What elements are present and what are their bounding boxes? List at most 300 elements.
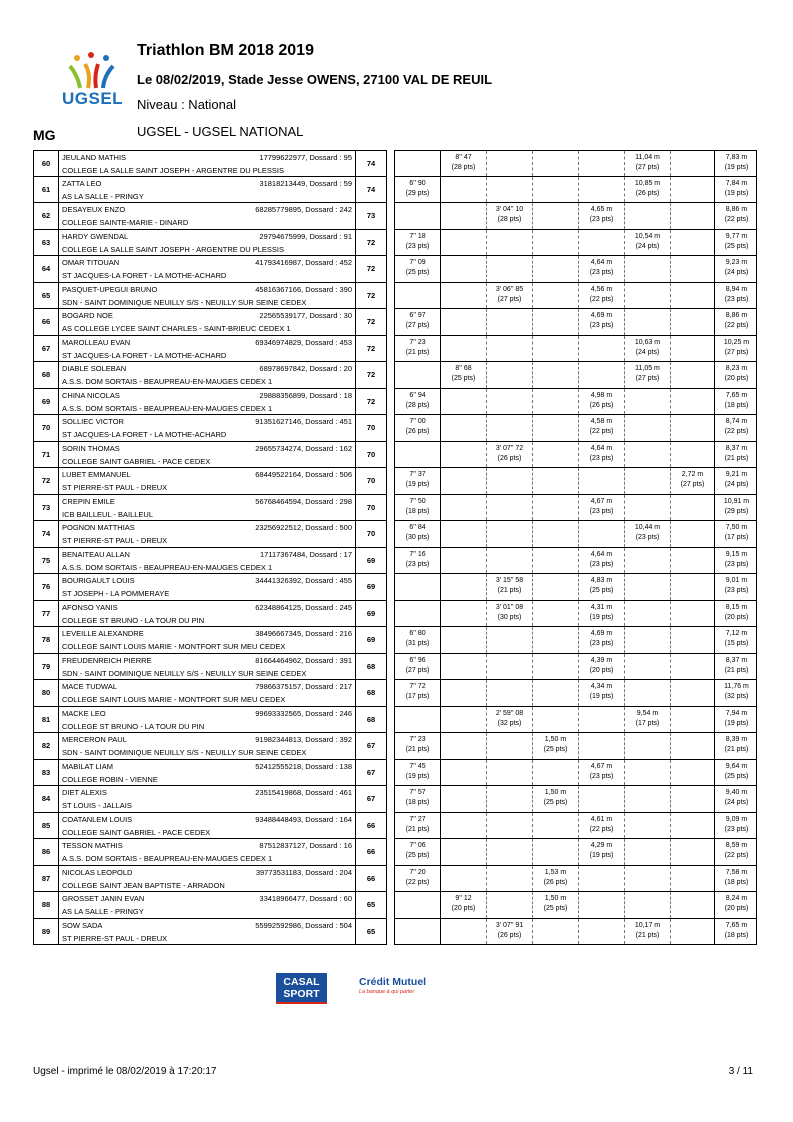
event-cell [715,177,758,203]
event-points: (23 pts) [589,269,614,276]
event-cell [533,760,579,786]
event-points: (26 pts) [497,931,522,939]
event-cell [487,151,533,176]
event-cell [715,601,758,627]
athlete-school: AS LA SALLE - PRINGY [62,907,144,916]
event-value: 4,98 m [590,391,613,399]
event-points: (18 pts) [724,931,749,939]
athlete-id: 29655734274, Dossard : 162 [255,443,352,453]
athlete-school: COLLEGE SAINT LOUIS MARIE - MONTFORT SUR MEU CEDEX [62,695,286,704]
event-cell [715,813,758,839]
event-points: (23 pts) [405,560,430,568]
table-row [33,733,757,760]
event-value: 8,86 m [725,206,748,213]
event-value: 4,64 m [590,444,613,452]
table-row [33,707,757,734]
event-cell [441,892,487,918]
event-points: (23 pts) [589,640,614,647]
event-points: (25 pts) [543,799,568,806]
event-cell [441,230,487,256]
event-results [394,309,757,336]
event-cell [395,733,441,759]
rank: 70 [33,415,58,442]
event-points: (25 pts) [724,242,749,250]
event-results [394,362,757,389]
event-cell [487,389,533,415]
event-cell [671,733,715,759]
event-results [394,468,757,495]
event-cell [715,151,758,176]
event-cell [395,309,441,335]
event-cell [671,230,715,256]
event-cell [671,495,715,521]
event-cell [625,230,671,256]
event-value: 7'' 50 [409,497,426,505]
event-cell [395,654,441,680]
event-points: (22 pts) [724,216,749,223]
event-results [394,919,757,946]
athlete-id: 93488448493, Dossard : 164 [255,814,352,824]
table-row [33,442,757,469]
athlete-cell [58,654,356,681]
athlete-name: MERCERON PAUL [62,735,127,744]
event-cell [487,230,533,256]
event-points: (21 pts) [405,825,430,833]
total-score: 65 [356,892,387,919]
athlete-school: AS COLLEGE LYCEE SAINT CHARLES - SAINT-BRIEUC CEDEX 1 [62,324,291,333]
athlete-cell [58,442,356,469]
athlete-id: 56768464594, Dossard : 298 [255,496,352,506]
event-value: 10,54 m [634,232,661,240]
athlete-name: MACKE LEO [62,708,106,718]
table-row [33,309,757,336]
event-value: 9,15 m [725,550,748,558]
event-cell [533,230,579,256]
event-cell [533,627,579,653]
event-cell [395,362,441,388]
event-value: 4,67 m [590,497,613,505]
rank: 63 [33,230,58,257]
event-cell [533,442,579,468]
event-cell [715,389,758,415]
event-results [394,733,757,760]
event-points: (21 pts) [497,587,522,594]
event-points: (17 pts) [405,693,430,700]
athlete-school: ST JACQUES-LA FORET - LA MOTHE-ACHARD [62,271,227,280]
event-points: (23 pts) [589,560,614,568]
event-cell [671,151,715,176]
event-cell [395,415,441,441]
event-points: (18 pts) [405,799,430,806]
event-value: 9,77 m [725,232,748,240]
event-points: (27 pts) [635,164,660,171]
athlete-cell [58,786,356,813]
event-value: 4,69 m [590,312,613,319]
event-cell [441,680,487,706]
rank: 65 [33,283,58,310]
athlete-name: BOURIGAULT LOUIS [62,576,135,585]
event-cell [533,919,579,945]
event-cell [533,309,579,335]
event-cell [579,892,625,918]
athlete-cell [58,813,356,840]
event-cell [441,442,487,468]
rank: 81 [33,707,58,734]
event-cell [487,309,533,335]
event-cell [671,177,715,203]
event-cell [715,309,758,335]
athlete-id: 29794675999, Dossard : 91 [259,231,352,241]
event-points: (32 pts) [724,693,749,700]
total-score: 68 [356,680,387,707]
athlete-cell [58,601,356,628]
event-value: 4,65 m [590,206,613,213]
athlete-name: FREUDENREICH PIERRE [62,655,152,665]
event-results [394,892,757,919]
event-cell [671,415,715,441]
event-cell [671,627,715,653]
event-cell [625,548,671,574]
event-cell [579,760,625,786]
event-value: 8,59 m [725,842,748,849]
event-points: (25 pts) [405,269,430,276]
total-score: 72 [356,389,387,416]
table-row [33,203,757,230]
event-points: (26 pts) [635,189,660,197]
event-cell [625,442,671,468]
table-row [33,892,757,919]
event-results [394,495,757,522]
event-value: 6'' 90 [409,179,426,187]
athlete-id: 91982344813, Dossard : 392 [255,735,352,744]
athlete-cell [58,389,356,416]
athlete-id: 17117367484, Dossard : 17 [259,549,352,559]
event-points: (27 pts) [724,348,749,356]
rank: 85 [33,813,58,840]
athlete-name: LEVEILLE ALEXANDRE [62,629,144,638]
event-cell [533,468,579,494]
rank: 71 [33,442,58,469]
rank: 72 [33,468,58,495]
event-subtitle: Le 08/02/2019, Stade Jesse OWENS, 27100 VAL DE REUIL [137,72,493,87]
event-cell [487,601,533,627]
casal-line1: CASAL [283,976,320,988]
event-points: (17 pts) [724,534,749,541]
event-cell [625,415,671,441]
event-points: (21 pts) [724,454,749,462]
event-points: (26 pts) [405,428,430,435]
event-cell [441,786,487,812]
event-value: 7'' 23 [409,338,426,346]
athlete-cell [58,733,356,760]
event-results [394,442,757,469]
level-label: Niveau : National [137,97,236,112]
event-cell [533,415,579,441]
athlete-cell [58,839,356,866]
event-cell [671,548,715,574]
athlete-name: HARDY GWENDAL [62,231,129,241]
total-score: 72 [356,283,387,310]
event-cell [579,654,625,680]
event-value: 7,58 m [725,868,748,876]
event-value: 3' 04'' 10 [495,206,524,213]
event-points: (28 pts) [497,216,522,223]
event-cell [671,362,715,388]
event-value: 9,40 m [725,789,748,796]
event-cell [715,654,758,680]
event-cell [533,336,579,362]
event-results [394,707,757,734]
event-cell [671,283,715,309]
event-cell [395,495,441,521]
athlete-cell [58,548,356,575]
event-value: 4,56 m [590,285,613,293]
athlete-id: 99693332565, Dossard : 246 [255,708,352,718]
total-score: 66 [356,866,387,893]
rank: 78 [33,627,58,654]
event-cell [395,627,441,653]
event-points: (23 pts) [405,242,430,250]
athlete-school: ST LOUIS - JALLAIS [62,801,132,810]
event-value: 10,17 m [634,921,661,929]
event-points: (22 pts) [724,852,749,859]
event-points: (25 pts) [451,375,476,382]
event-results [394,760,757,787]
event-cell [441,336,487,362]
event-points: (21 pts) [405,746,430,753]
event-points: (27 pts) [405,322,430,329]
event-points: (28 pts) [405,401,430,409]
athlete-cell [58,203,356,230]
casal-sport-logo [276,973,327,1004]
rank: 83 [33,760,58,787]
event-points: (27 pts) [405,666,430,674]
event-points: (19 pts) [589,613,614,621]
event-cell [395,389,441,415]
event-cell [579,151,625,176]
table-row [33,521,757,548]
event-value: 1,50 m [544,736,567,743]
event-cell [487,283,533,309]
event-results [394,177,757,204]
athlete-school: COLLEGE ROBIN - VIENNE [62,774,158,784]
athlete-id: 62348864125, Dossard : 245 [255,602,352,612]
event-points: (30 pts) [497,613,522,621]
event-cell [715,362,758,388]
athlete-id: 55992592986, Dossard : 504 [255,920,352,930]
event-cell [671,813,715,839]
table-row [33,574,757,601]
event-points: (20 pts) [724,613,749,621]
event-cell [715,336,758,362]
event-cell [395,786,441,812]
event-points: (29 pts) [724,507,749,515]
athlete-id: 17799622977, Dossard : 95 [259,153,352,162]
event-value: 7'' 09 [409,259,426,266]
event-cell [395,177,441,203]
event-value: 3' 06'' 85 [495,285,524,293]
event-cell [395,601,441,627]
table-row [33,813,757,840]
event-value: 6'' 94 [409,391,426,399]
event-cell [625,389,671,415]
event-cell [579,627,625,653]
event-points: (19 pts) [724,719,749,727]
event-cell [715,203,758,229]
event-results [394,336,757,363]
total-score: 72 [356,230,387,257]
event-cell [441,548,487,574]
event-value: 4,39 m [590,656,613,664]
total-score: 70 [356,495,387,522]
event-value: 6'' 84 [409,524,426,531]
event-value: 3' 07'' 91 [495,921,524,929]
event-results [394,786,757,813]
event-cell [395,760,441,786]
event-points: (23 pts) [589,507,614,515]
event-cell [671,601,715,627]
event-cell [671,919,715,945]
event-cell [625,256,671,282]
rank: 74 [33,521,58,548]
athlete-cell [58,468,356,495]
event-cell [487,627,533,653]
event-value: 7'' 72 [409,683,426,690]
event-cell [487,654,533,680]
cm-tagline: La banque à qui parler [359,989,415,995]
event-cell [579,256,625,282]
event-cell [625,760,671,786]
athlete-school: A.S.S. DOM SORTAIS - BEAUPREAU-EN-MAUGES CEDEX 1 [62,562,273,572]
event-results [394,627,757,654]
event-points: (19 pts) [589,852,614,859]
event-cell [533,601,579,627]
event-cell [625,362,671,388]
event-cell [579,362,625,388]
event-cell [625,309,671,335]
athlete-id: 29888356899, Dossard : 18 [259,390,352,400]
event-cell [487,707,533,733]
page-title: Triathlon BM 2018 2019 [137,42,314,59]
table-row [33,548,757,575]
table-row [33,627,757,654]
event-points: (28 pts) [451,164,476,171]
event-cell [579,309,625,335]
event-value: 9,21 m [725,471,748,478]
rank: 75 [33,548,58,575]
event-cell [671,786,715,812]
event-results [394,415,757,442]
event-points: (21 pts) [724,666,749,674]
event-cell [395,151,441,176]
total-score: 65 [356,919,387,946]
event-points: (26 pts) [543,878,568,886]
rank: 76 [33,574,58,601]
athlete-school: SDN - SAINT DOMINIQUE NEUILLY S/S - NEUILLY SUR SEINE CEDEX [62,297,307,307]
event-cell [533,495,579,521]
athlete-name: JEULAND MATHIS [62,153,127,162]
total-score: 70 [356,521,387,548]
event-value: 11,05 m [635,365,660,372]
event-points: (23 pts) [724,295,749,303]
rank: 89 [33,919,58,946]
event-value: 7'' 16 [409,550,426,558]
event-value: 1,50 m [544,789,567,796]
event-points: (23 pts) [724,825,749,833]
event-cell [715,680,758,706]
event-cell [715,574,758,600]
event-results [394,866,757,893]
event-cell [625,495,671,521]
event-value: 6'' 97 [409,312,426,319]
event-value: 8,15 m [725,603,748,611]
event-results [394,150,757,177]
event-cell [533,177,579,203]
event-cell [395,574,441,600]
event-points: (25 pts) [724,772,749,780]
print-timestamp: Ugsel - imprimé le 08/02/2019 à 17:20:17 [33,1066,217,1077]
rank: 82 [33,733,58,760]
table-row [33,283,757,310]
event-points: (19 pts) [589,693,614,700]
event-value: 10,85 m [634,179,661,187]
results-table [33,150,757,945]
table-row [33,177,757,204]
event-points: (19 pts) [724,189,749,197]
athlete-cell [58,309,356,336]
event-value: 8,37 m [725,656,748,664]
athlete-cell [58,866,356,893]
athlete-id: 41793416987, Dossard : 452 [255,258,352,267]
event-value: 11,76 m [724,683,749,690]
event-cell [441,601,487,627]
event-value: 7'' 57 [409,789,426,796]
event-value: 2' 59'' 08 [495,709,524,717]
event-cell [441,389,487,415]
event-cell [441,177,487,203]
total-score: 70 [356,415,387,442]
athlete-school: SDN - SAINT DOMINIQUE NEUILLY S/S - NEUILLY SUR SEINE CEDEX [62,748,307,757]
event-value: 7'' 06 [409,842,426,849]
event-value: 8,37 m [725,444,748,452]
event-points: (27 pts) [680,481,705,488]
event-points: (19 pts) [724,164,749,171]
total-score: 72 [356,336,387,363]
event-cell [441,256,487,282]
athlete-school: COLLEGE SAINT GABRIEL - PACE CEDEX [62,456,211,466]
athlete-cell [58,574,356,601]
rank: 61 [33,177,58,204]
athlete-name: MAROLLEAU EVAN [62,337,131,347]
event-value: 10,63 m [634,338,661,346]
event-cell [579,707,625,733]
event-cell [441,362,487,388]
event-cell [579,919,625,945]
athlete-cell [58,336,356,363]
total-score: 67 [356,733,387,760]
event-cell [487,442,533,468]
event-cell [395,442,441,468]
event-points: (21 pts) [724,746,749,753]
event-results [394,256,757,283]
athlete-id: 22565539177, Dossard : 30 [259,311,352,320]
event-cell [671,654,715,680]
event-value: 3' 01'' 08 [495,603,524,611]
event-cell [625,786,671,812]
table-row [33,680,757,707]
athlete-name: BENAITEAU ALLAN [62,549,130,559]
event-cell [487,256,533,282]
